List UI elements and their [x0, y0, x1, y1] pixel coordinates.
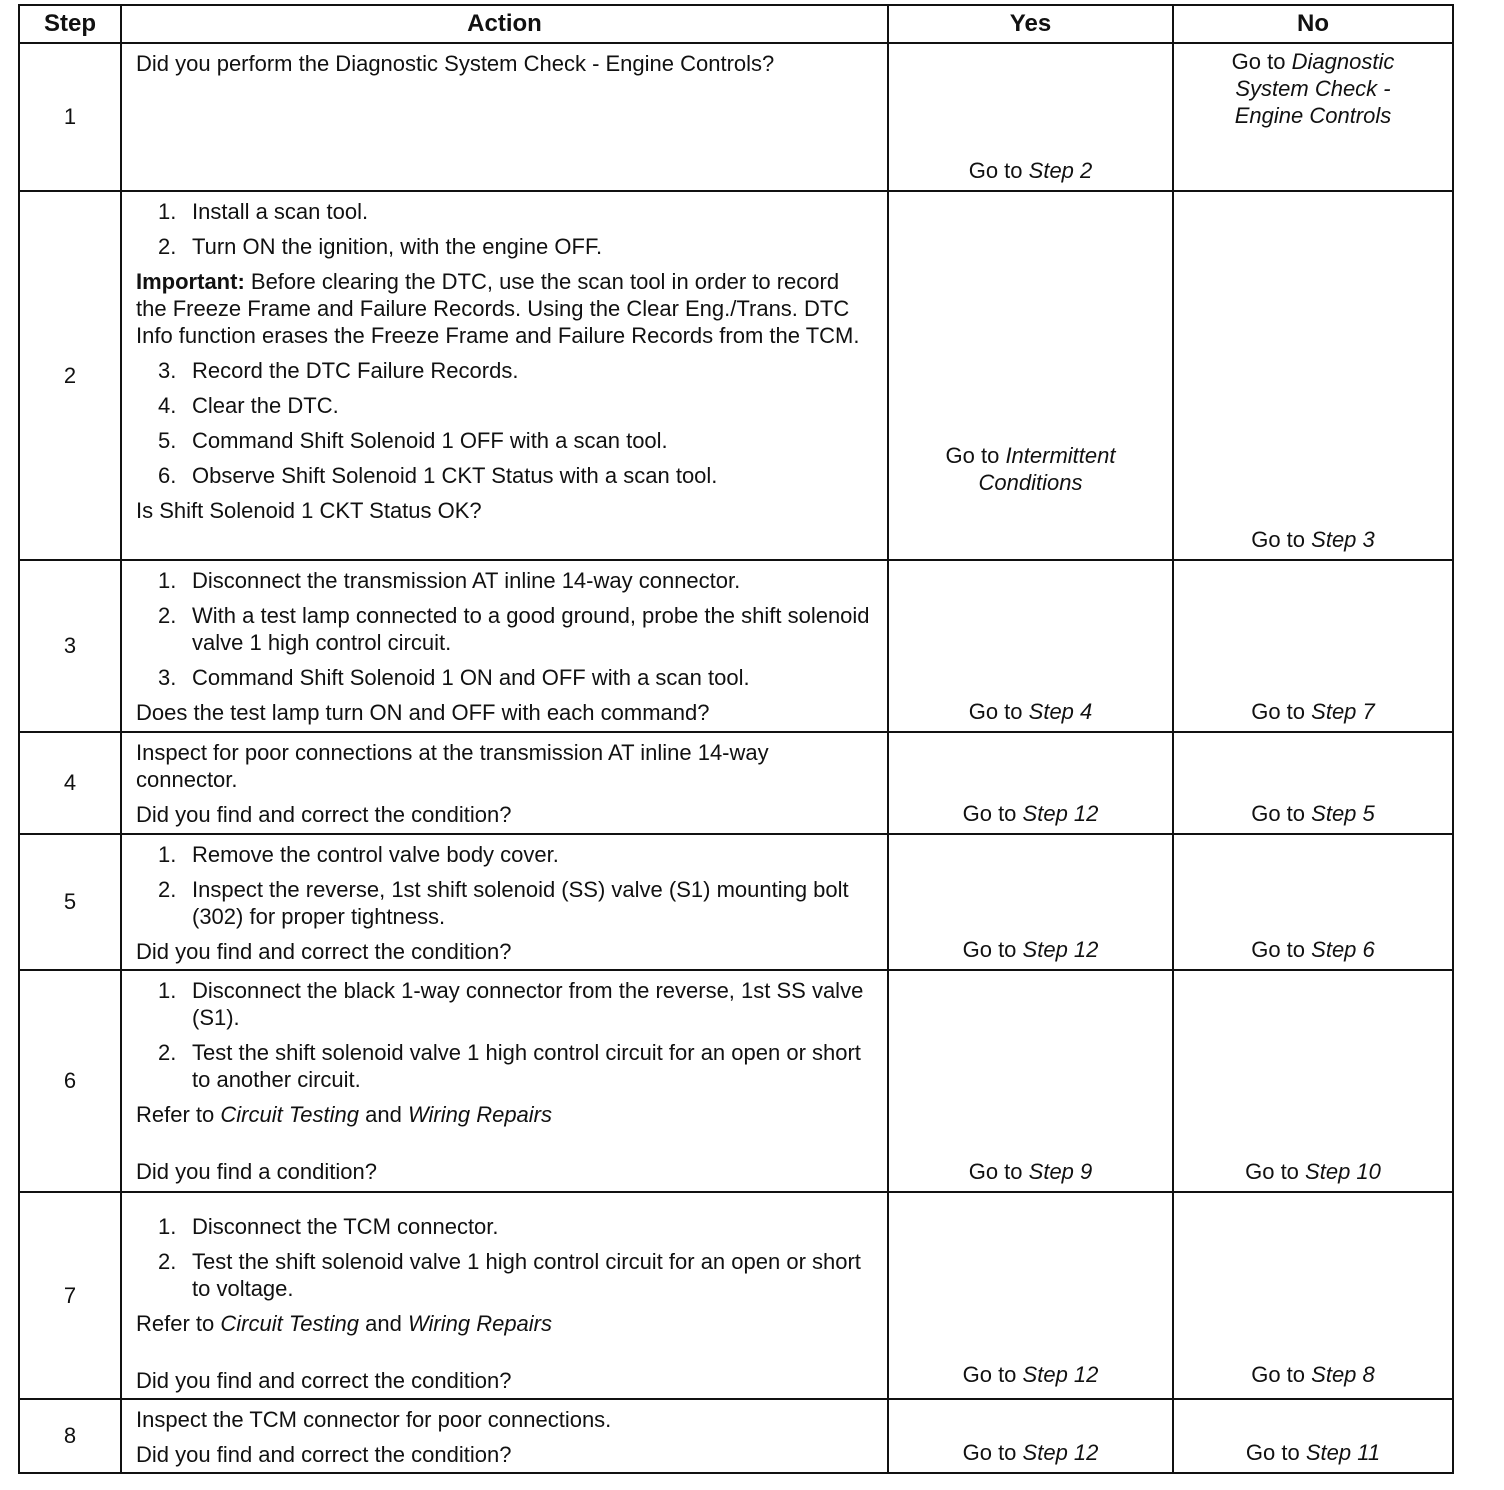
- action-cell: [121, 191, 888, 560]
- table-row: [19, 191, 1453, 560]
- target-label: Step 9: [1028, 1159, 1093, 1184]
- no-link[interactable]: [1174, 526, 1452, 553]
- table-row: [19, 560, 1453, 732]
- list-item: 3. Record the DTC Failure Records.: [158, 358, 519, 383]
- step-number: 7: [19, 1192, 121, 1399]
- target-label: Step 12: [1022, 1440, 1099, 1465]
- yes-cell: [888, 191, 1173, 560]
- action-steps: [136, 567, 875, 691]
- refer-text: Refer to Circuit Testing and Wiring Repairs: [136, 1311, 553, 1336]
- go-to-label: Go to: [1231, 49, 1286, 74]
- list-item: 2. Turn ON the ignition, with the engine OFF.: [158, 234, 603, 259]
- no-cell: [1173, 732, 1453, 834]
- target-label: Step 12: [1022, 801, 1099, 826]
- no-cell: [1173, 1399, 1453, 1473]
- no-link[interactable]: [1174, 800, 1452, 827]
- table-row: [19, 834, 1453, 970]
- header-yes: Yes: [888, 5, 1173, 43]
- yes-cell: [888, 970, 1173, 1192]
- list-item: 2. Inspect the reverse, 1st shift solenoid (SS) valve (S1) mounting bolt (302) for proper tightness.: [158, 877, 849, 929]
- step-number: 5: [19, 834, 121, 970]
- action-cell: [121, 560, 888, 732]
- action-steps: [136, 1213, 875, 1302]
- table-row: [19, 1192, 1453, 1399]
- header-action: Action: [121, 5, 888, 43]
- go-to-label: Go to: [1245, 1440, 1300, 1465]
- list-item: 2. Test the shift solenoid valve 1 high control circuit for an open or short to another circuit.: [158, 1040, 861, 1092]
- go-to-label: Go to: [1251, 1362, 1306, 1387]
- action-cell: [121, 732, 888, 834]
- list-item: 2. Test the shift solenoid valve 1 high control circuit for an open or short to voltage.: [158, 1249, 861, 1301]
- no-link[interactable]: [1174, 698, 1452, 725]
- action-steps: [136, 977, 875, 1093]
- yes-link[interactable]: [889, 1361, 1172, 1388]
- list-item: 5. Command Shift Solenoid 1 OFF with a scan tool.: [158, 428, 668, 453]
- action-cell: [121, 1399, 888, 1473]
- step-number: 6: [19, 970, 121, 1192]
- no-cell: [1173, 560, 1453, 732]
- yes-cell: [888, 834, 1173, 970]
- question-text: Did you find and correct the condition?: [136, 1368, 512, 1393]
- action-cell: [121, 970, 888, 1192]
- target-label: Step 12: [1022, 1362, 1099, 1387]
- go-to-label: Go to: [962, 937, 1017, 962]
- table-row: [19, 970, 1453, 1192]
- target-label: Step 4: [1028, 699, 1093, 724]
- action-cell: [121, 43, 888, 191]
- action-steps: [136, 198, 875, 260]
- action-text: Inspect the TCM connector for poor connections.: [136, 1407, 612, 1432]
- list-item: 1. Install a scan tool.: [158, 199, 369, 224]
- no-cell: [1173, 1192, 1453, 1399]
- action-steps: [136, 357, 875, 489]
- header-step: Step: [19, 5, 121, 43]
- no-cell: [1173, 43, 1453, 191]
- circuit-testing-link[interactable]: Circuit Testing: [220, 1311, 359, 1336]
- yes-link[interactable]: [889, 157, 1172, 184]
- list-item: 4. Clear the DTC.: [158, 393, 339, 418]
- no-cell: [1173, 191, 1453, 560]
- refer-text: Refer to Circuit Testing and Wiring Repairs: [136, 1102, 553, 1127]
- yes-cell: [888, 732, 1173, 834]
- header-row: [19, 5, 1453, 43]
- go-to-label: Go to: [1245, 1159, 1299, 1184]
- wiring-repairs-link[interactable]: Wiring Repairs: [407, 1311, 553, 1336]
- important-text: Before clearing the DTC, use the scan tool in order to record the Freeze Frame and Failure Records. Using the Clear Eng./Trans. DTC Info function erases the Freeze Frame and Failure Records from the TCM.: [136, 269, 860, 348]
- step-number: 8: [19, 1399, 121, 1473]
- list-item: 6. Observe Shift Solenoid 1 CKT Status with a scan tool.: [158, 463, 718, 488]
- yes-link[interactable]: [889, 442, 1172, 496]
- list-item: 2. With a test lamp connected to a good ground, probe the shift solenoid valve 1 high control circuit.: [158, 603, 870, 655]
- target-label: Step 8: [1311, 1362, 1375, 1387]
- list-item: 1. Disconnect the transmission AT inline 14-way connector.: [158, 568, 741, 593]
- target-label: Step 5: [1311, 801, 1375, 826]
- question-text: Is Shift Solenoid 1 CKT Status OK?: [136, 498, 482, 523]
- yes-link[interactable]: [889, 698, 1172, 725]
- wiring-repairs-link[interactable]: Wiring Repairs: [407, 1102, 553, 1127]
- target-label: Diagnostic System Check - Engine Controls: [1234, 49, 1395, 128]
- important-label: Important:: [136, 269, 245, 294]
- step-number: 4: [19, 732, 121, 834]
- target-label: Intermittent Conditions: [978, 443, 1116, 495]
- step-number: 2: [19, 191, 121, 560]
- target-label: Step 12: [1022, 937, 1099, 962]
- question-text: Does the test lamp turn ON and OFF with each command?: [136, 700, 710, 725]
- yes-link[interactable]: [889, 1158, 1172, 1185]
- table-row: [19, 43, 1453, 191]
- table-row: [19, 732, 1453, 834]
- question-text: Did you find a condition?: [136, 1159, 377, 1184]
- step-number: 1: [19, 43, 121, 191]
- no-link[interactable]: [1174, 1361, 1452, 1388]
- no-cell: [1173, 834, 1453, 970]
- target-label: Step 7: [1311, 699, 1375, 724]
- go-to-label: Go to: [962, 1440, 1017, 1465]
- no-link[interactable]: [1174, 44, 1452, 129]
- go-to-label: Go to: [968, 1159, 1023, 1184]
- yes-link[interactable]: [889, 936, 1172, 963]
- action-text: Inspect for poor connections at the transmission AT inline 14-way connector.: [136, 740, 769, 792]
- no-link[interactable]: [1174, 1439, 1452, 1466]
- go-to-label: Go to: [968, 158, 1023, 183]
- step-number: 3: [19, 560, 121, 732]
- question-text: Did you perform the Diagnostic System Check - Engine Controls?: [136, 51, 775, 76]
- no-cell: [1173, 970, 1453, 1192]
- no-link[interactable]: [1174, 1158, 1452, 1185]
- go-to-label: Go to: [962, 801, 1017, 826]
- go-to-label: Go to: [1251, 937, 1306, 962]
- yes-link[interactable]: [889, 1439, 1172, 1466]
- go-to-label: Go to: [1251, 699, 1306, 724]
- question-text: Did you find and correct the condition?: [136, 939, 512, 964]
- yes-cell: [888, 43, 1173, 191]
- go-to-label: Go to: [945, 443, 1000, 468]
- go-to-label: Go to: [968, 699, 1023, 724]
- target-label: Step 3: [1311, 527, 1375, 552]
- yes-cell: [888, 1192, 1173, 1399]
- target-label: Step 10: [1305, 1159, 1381, 1184]
- question-text: Did you find and correct the condition?: [136, 1442, 512, 1467]
- action-cell: [121, 1192, 888, 1399]
- list-item: 1. Disconnect the black 1-way connector from the reverse, 1st SS valve (S1).: [158, 978, 864, 1030]
- target-label: Step 2: [1028, 158, 1093, 183]
- list-item: 1. Remove the control valve body cover.: [158, 842, 559, 867]
- action-cell: [121, 834, 888, 970]
- important-note: [136, 268, 875, 349]
- yes-cell: [888, 560, 1173, 732]
- target-label: Step 11: [1305, 1440, 1381, 1465]
- circuit-testing-link[interactable]: Circuit Testing: [220, 1102, 359, 1127]
- diagnostic-table: [18, 4, 1454, 1474]
- yes-link[interactable]: [889, 800, 1172, 827]
- action-steps: [136, 841, 875, 930]
- list-item: 1. Disconnect the TCM connector.: [158, 1214, 499, 1239]
- go-to-label: Go to: [1251, 801, 1306, 826]
- go-to-label: Go to: [962, 1362, 1017, 1387]
- go-to-label: Go to: [1251, 527, 1306, 552]
- header-no: No: [1173, 5, 1453, 43]
- target-label: Step 6: [1311, 937, 1375, 962]
- no-link[interactable]: [1174, 936, 1452, 963]
- yes-cell: [888, 1399, 1173, 1473]
- question-text: Did you find and correct the condition?: [136, 802, 512, 827]
- table-row: [19, 1399, 1453, 1473]
- list-item: 3. Command Shift Solenoid 1 ON and OFF with a scan tool.: [158, 665, 750, 690]
